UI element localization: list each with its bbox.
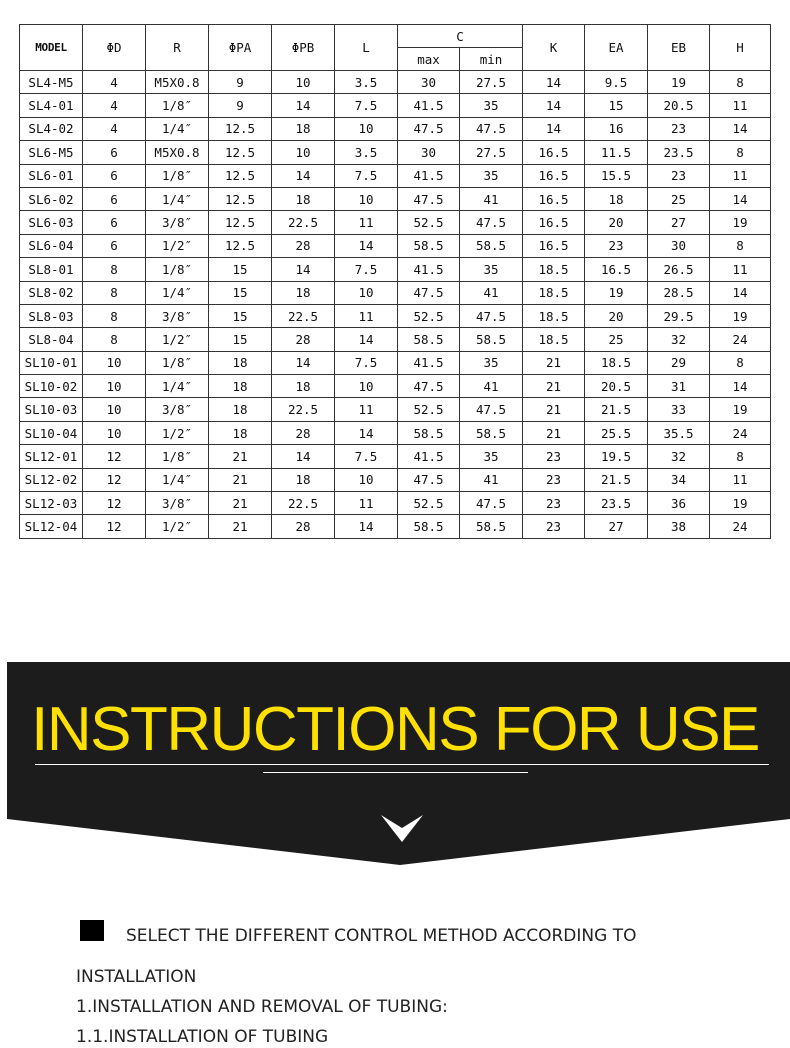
- table-cell: 20.5: [648, 94, 710, 117]
- table-cell: 47.5: [398, 375, 460, 398]
- table-cell: 52.5: [398, 304, 460, 327]
- table-cell: 11: [710, 164, 771, 187]
- table-cell: 1/4″: [146, 375, 209, 398]
- banner-divider-short: [263, 772, 528, 773]
- table-cell: 18.5: [523, 281, 585, 304]
- table-cell: 1/8″: [146, 351, 209, 374]
- table-cell: 18.5: [585, 351, 648, 374]
- table-cell: SL6-01: [20, 164, 83, 187]
- table-row: [20, 211, 771, 234]
- table-cell: 19: [648, 71, 710, 94]
- table-cell: 28: [272, 234, 335, 257]
- table-cell: 8: [710, 351, 771, 374]
- table-cell: 16.5: [523, 234, 585, 257]
- table-cell: 24: [710, 328, 771, 351]
- table-cell: 41: [460, 281, 523, 304]
- header-model: MODEL: [20, 25, 83, 71]
- banner-divider-long: [35, 764, 769, 765]
- table-cell: 21: [209, 492, 272, 515]
- table-cell: 18.5: [523, 258, 585, 281]
- table-cell: 28: [272, 421, 335, 444]
- table-cell: 32: [648, 328, 710, 351]
- table-cell: 34: [648, 468, 710, 491]
- table-row: [20, 234, 771, 257]
- table-cell: 14: [523, 94, 585, 117]
- table-cell: 52.5: [398, 211, 460, 234]
- table-cell: 27: [648, 211, 710, 234]
- table-cell: SL10-04: [20, 421, 83, 444]
- table-row: [20, 328, 771, 351]
- table-cell: 23.5: [648, 141, 710, 164]
- header-eb: EB: [648, 25, 710, 71]
- table-cell: 47.5: [460, 398, 523, 421]
- table-cell: 16.5: [585, 258, 648, 281]
- table-row: [20, 398, 771, 421]
- table-cell: 10: [83, 351, 146, 374]
- table-cell: 23: [648, 164, 710, 187]
- header-pa: ΦPA: [209, 25, 272, 71]
- header-d: ΦD: [83, 25, 146, 71]
- table-cell: 25: [585, 328, 648, 351]
- table-cell: 30: [398, 71, 460, 94]
- table-cell: 1/4″: [146, 187, 209, 210]
- table-cell: 52.5: [398, 398, 460, 421]
- chevron-down-icon: [381, 812, 423, 844]
- table-cell: 58.5: [460, 421, 523, 444]
- table-cell: 15: [209, 258, 272, 281]
- table-cell: 18: [585, 187, 648, 210]
- table-cell: SL10-03: [20, 398, 83, 421]
- table-cell: 6: [83, 141, 146, 164]
- table-cell: 25.5: [585, 421, 648, 444]
- table-cell: 1/8″: [146, 445, 209, 468]
- table-cell: 21: [209, 445, 272, 468]
- table-row: [20, 304, 771, 327]
- table-cell: SL12-01: [20, 445, 83, 468]
- table-cell: 21: [523, 421, 585, 444]
- table-cell: 7.5: [335, 164, 398, 187]
- table-cell: 16: [585, 117, 648, 140]
- table-cell: 19: [585, 281, 648, 304]
- table-cell: 21: [523, 398, 585, 421]
- table-cell: SL12-04: [20, 515, 83, 538]
- table-cell: 12.5: [209, 164, 272, 187]
- table-cell: 8: [710, 141, 771, 164]
- table-cell: SL10-02: [20, 375, 83, 398]
- table-cell: 8: [83, 328, 146, 351]
- table-cell: 9: [209, 94, 272, 117]
- table-cell: 15: [585, 94, 648, 117]
- table-cell: 1/4″: [146, 117, 209, 140]
- table-cell: 47.5: [398, 468, 460, 491]
- table-cell: 19: [710, 304, 771, 327]
- header-k: K: [523, 25, 585, 71]
- table-cell: 16.5: [523, 164, 585, 187]
- table-cell: 58.5: [398, 328, 460, 351]
- table-cell: SL4-01: [20, 94, 83, 117]
- table-row: [20, 445, 771, 468]
- table-cell: 16.5: [523, 141, 585, 164]
- instruction-line: SELECT THE DIFFERENT CONTROL METHOD ACCORDING TO: [126, 926, 637, 946]
- table-cell: 47.5: [460, 211, 523, 234]
- table-cell: 19.5: [585, 445, 648, 468]
- table-cell: SL10-01: [20, 351, 83, 374]
- table-cell: 23.5: [585, 492, 648, 515]
- table-cell: 10: [83, 398, 146, 421]
- table-cell: 12: [83, 468, 146, 491]
- table-cell: 19: [710, 211, 771, 234]
- table-cell: 18: [272, 375, 335, 398]
- table-cell: M5X0.8: [146, 141, 209, 164]
- table-cell: 7.5: [335, 258, 398, 281]
- table-row: [20, 187, 771, 210]
- table-cell: 4: [83, 117, 146, 140]
- table-cell: 7.5: [335, 351, 398, 374]
- table-cell: 35: [460, 258, 523, 281]
- table-cell: 12.5: [209, 211, 272, 234]
- table-cell: 28: [272, 515, 335, 538]
- table-cell: 27.5: [460, 71, 523, 94]
- table-cell: 28.5: [648, 281, 710, 304]
- table-cell: 23: [585, 234, 648, 257]
- table-cell: 21: [523, 375, 585, 398]
- table-cell: 11: [710, 94, 771, 117]
- table-cell: 19: [710, 398, 771, 421]
- table-cell: 20: [585, 304, 648, 327]
- table-cell: 58.5: [398, 515, 460, 538]
- instruction-heading: 1.INSTALLATION AND REMOVAL OF TUBING:: [76, 997, 448, 1017]
- table-cell: 10: [335, 187, 398, 210]
- header-c-max: max: [398, 48, 460, 71]
- table-cell: 21: [523, 351, 585, 374]
- table-cell: 7.5: [335, 94, 398, 117]
- table-cell: 23: [648, 117, 710, 140]
- table-cell: 32: [648, 445, 710, 468]
- table-cell: 22.5: [272, 304, 335, 327]
- table-row: [20, 375, 771, 398]
- table-cell: SL4-M5: [20, 71, 83, 94]
- table-cell: 47.5: [398, 187, 460, 210]
- table-row: [20, 117, 771, 140]
- table-row: [20, 421, 771, 444]
- table-cell: 35: [460, 351, 523, 374]
- table-cell: 3/8″: [146, 492, 209, 515]
- table-cell: 14: [523, 117, 585, 140]
- table-cell: 9.5: [585, 71, 648, 94]
- table-cell: 36: [648, 492, 710, 515]
- table-cell: 10: [272, 141, 335, 164]
- table-cell: 1/2″: [146, 234, 209, 257]
- table-cell: 27.5: [460, 141, 523, 164]
- table-cell: 30: [648, 234, 710, 257]
- table-cell: 8: [83, 258, 146, 281]
- table-cell: 14: [272, 445, 335, 468]
- table-cell: 11: [710, 468, 771, 491]
- table-cell: 24: [710, 421, 771, 444]
- table-cell: 14: [335, 421, 398, 444]
- table-cell: 1/2″: [146, 421, 209, 444]
- table-cell: 12: [83, 445, 146, 468]
- instruction-line: INSTALLATION: [76, 967, 197, 987]
- table-cell: 8: [710, 445, 771, 468]
- table-cell: SL8-02: [20, 281, 83, 304]
- table-cell: 14: [335, 234, 398, 257]
- table-cell: 1/2″: [146, 328, 209, 351]
- table-cell: 33: [648, 398, 710, 421]
- table-cell: 8: [83, 304, 146, 327]
- table-cell: 18: [209, 375, 272, 398]
- table-cell: 25: [648, 187, 710, 210]
- table-cell: 28: [272, 328, 335, 351]
- table-row: [20, 141, 771, 164]
- table-cell: 1/8″: [146, 164, 209, 187]
- header-ea: EA: [585, 25, 648, 71]
- table-cell: 10: [83, 421, 146, 444]
- table-cell: SL4-02: [20, 117, 83, 140]
- table-cell: 47.5: [398, 117, 460, 140]
- table-cell: 14: [710, 281, 771, 304]
- table-cell: 24: [710, 515, 771, 538]
- table-cell: 41: [460, 187, 523, 210]
- table-cell: 18: [209, 421, 272, 444]
- instruction-subheading: 1.1.INSTALLATION OF TUBING: [76, 1027, 329, 1047]
- table-cell: 19: [710, 492, 771, 515]
- banner-title: INSTRUCTIONS FOR USE: [31, 695, 759, 764]
- table-cell: 6: [83, 187, 146, 210]
- spec-table-body: [20, 71, 771, 539]
- square-bullet-icon: [80, 920, 104, 941]
- table-cell: 41.5: [398, 164, 460, 187]
- table-row: [20, 164, 771, 187]
- table-cell: 23: [523, 468, 585, 491]
- table-cell: 1/2″: [146, 515, 209, 538]
- table-cell: 58.5: [398, 234, 460, 257]
- table-cell: 12: [83, 492, 146, 515]
- table-cell: 1/8″: [146, 258, 209, 281]
- spec-table: [19, 24, 771, 539]
- table-cell: 29: [648, 351, 710, 374]
- table-cell: 58.5: [398, 421, 460, 444]
- table-cell: 18: [272, 117, 335, 140]
- table-cell: 35.5: [648, 421, 710, 444]
- table-cell: 10: [335, 375, 398, 398]
- header-r: R: [146, 25, 209, 71]
- table-cell: 4: [83, 71, 146, 94]
- table-row: [20, 71, 771, 94]
- table-cell: 15.5: [585, 164, 648, 187]
- table-cell: M5X0.8: [146, 71, 209, 94]
- table-cell: 58.5: [460, 515, 523, 538]
- table-cell: 14: [710, 117, 771, 140]
- table-cell: 41.5: [398, 351, 460, 374]
- header-l: L: [335, 25, 398, 71]
- table-cell: 18: [272, 468, 335, 491]
- table-cell: 10: [272, 71, 335, 94]
- table-cell: 47.5: [460, 492, 523, 515]
- table-cell: 35: [460, 164, 523, 187]
- table-cell: 1/4″: [146, 281, 209, 304]
- table-cell: 8: [83, 281, 146, 304]
- table-cell: 10: [335, 281, 398, 304]
- table-cell: 14: [523, 71, 585, 94]
- table-cell: 18: [272, 281, 335, 304]
- table-cell: SL6-03: [20, 211, 83, 234]
- table-cell: 1/8″: [146, 94, 209, 117]
- table-cell: 6: [83, 164, 146, 187]
- table-cell: 15: [209, 328, 272, 351]
- table-cell: 3.5: [335, 71, 398, 94]
- table-cell: 38: [648, 515, 710, 538]
- table-cell: 18.5: [523, 328, 585, 351]
- table-cell: 14: [335, 515, 398, 538]
- table-cell: 3/8″: [146, 211, 209, 234]
- table-cell: 35: [460, 94, 523, 117]
- table-cell: 15: [209, 304, 272, 327]
- table-cell: 10: [335, 468, 398, 491]
- table-cell: 14: [272, 258, 335, 281]
- table-cell: 20: [585, 211, 648, 234]
- table-cell: 41: [460, 468, 523, 491]
- table-cell: 35: [460, 445, 523, 468]
- table-cell: 9: [209, 71, 272, 94]
- table-cell: 15: [209, 281, 272, 304]
- table-cell: 14: [710, 375, 771, 398]
- table-cell: 29.5: [648, 304, 710, 327]
- table-row: [20, 351, 771, 374]
- table-cell: 11: [335, 492, 398, 515]
- table-cell: 22.5: [272, 492, 335, 515]
- table-cell: SL6-04: [20, 234, 83, 257]
- table-cell: 14: [710, 187, 771, 210]
- table-cell: 47.5: [398, 281, 460, 304]
- table-cell: SL6-02: [20, 187, 83, 210]
- table-cell: 16.5: [523, 187, 585, 210]
- table-cell: 23: [523, 492, 585, 515]
- table-cell: 58.5: [460, 234, 523, 257]
- table-cell: SL12-02: [20, 468, 83, 491]
- table-cell: SL6-M5: [20, 141, 83, 164]
- table-cell: 14: [335, 328, 398, 351]
- table-cell: 23: [523, 515, 585, 538]
- table-row: [20, 258, 771, 281]
- table-row: [20, 94, 771, 117]
- table-cell: 21: [209, 515, 272, 538]
- table-cell: 11: [335, 304, 398, 327]
- table-cell: 22.5: [272, 398, 335, 421]
- table-cell: 10: [83, 375, 146, 398]
- table-cell: 12: [83, 515, 146, 538]
- table-row: [20, 492, 771, 515]
- table-row: [20, 515, 771, 538]
- table-cell: 41.5: [398, 445, 460, 468]
- table-cell: 12.5: [209, 117, 272, 140]
- table-row: [20, 468, 771, 491]
- table-cell: SL8-03: [20, 304, 83, 327]
- table-cell: SL8-01: [20, 258, 83, 281]
- table-cell: 41.5: [398, 94, 460, 117]
- table-cell: 52.5: [398, 492, 460, 515]
- table-cell: 27: [585, 515, 648, 538]
- table-cell: 20.5: [585, 375, 648, 398]
- table-cell: 6: [83, 234, 146, 257]
- table-cell: 21: [209, 468, 272, 491]
- table-cell: 14: [272, 94, 335, 117]
- header-c-min: min: [460, 48, 523, 71]
- table-cell: 10: [335, 117, 398, 140]
- table-cell: 41: [460, 375, 523, 398]
- table-cell: 47.5: [460, 117, 523, 140]
- table-cell: 3.5: [335, 141, 398, 164]
- table-cell: 18: [272, 187, 335, 210]
- table-cell: 18.5: [523, 304, 585, 327]
- table-cell: 14: [272, 164, 335, 187]
- table-cell: 18: [209, 398, 272, 421]
- table-cell: 23: [523, 445, 585, 468]
- header-c: C: [398, 25, 523, 48]
- table-cell: 12.5: [209, 141, 272, 164]
- table-row: [20, 281, 771, 304]
- table-cell: 11.5: [585, 141, 648, 164]
- table-cell: 14: [272, 351, 335, 374]
- table-cell: 21.5: [585, 398, 648, 421]
- table-cell: 16.5: [523, 211, 585, 234]
- table-cell: 8: [710, 71, 771, 94]
- table-cell: 21.5: [585, 468, 648, 491]
- table-cell: 3/8″: [146, 398, 209, 421]
- table-cell: 12.5: [209, 187, 272, 210]
- table-cell: 8: [710, 234, 771, 257]
- table-cell: 4: [83, 94, 146, 117]
- table-cell: 47.5: [460, 304, 523, 327]
- table-cell: 11: [335, 211, 398, 234]
- table-cell: 7.5: [335, 445, 398, 468]
- table-cell: 3/8″: [146, 304, 209, 327]
- table-cell: 6: [83, 211, 146, 234]
- header-pb: ΦPB: [272, 25, 335, 71]
- table-cell: SL8-04: [20, 328, 83, 351]
- table-cell: 12.5: [209, 234, 272, 257]
- table-cell: 18: [209, 351, 272, 374]
- table-cell: 11: [710, 258, 771, 281]
- table-cell: 30: [398, 141, 460, 164]
- table-cell: 58.5: [460, 328, 523, 351]
- table-cell: 26.5: [648, 258, 710, 281]
- table-cell: 1/4″: [146, 468, 209, 491]
- table-cell: 11: [335, 398, 398, 421]
- table-cell: SL12-03: [20, 492, 83, 515]
- table-cell: 31: [648, 375, 710, 398]
- header-h: H: [710, 25, 771, 71]
- table-cell: 41.5: [398, 258, 460, 281]
- table-cell: 22.5: [272, 211, 335, 234]
